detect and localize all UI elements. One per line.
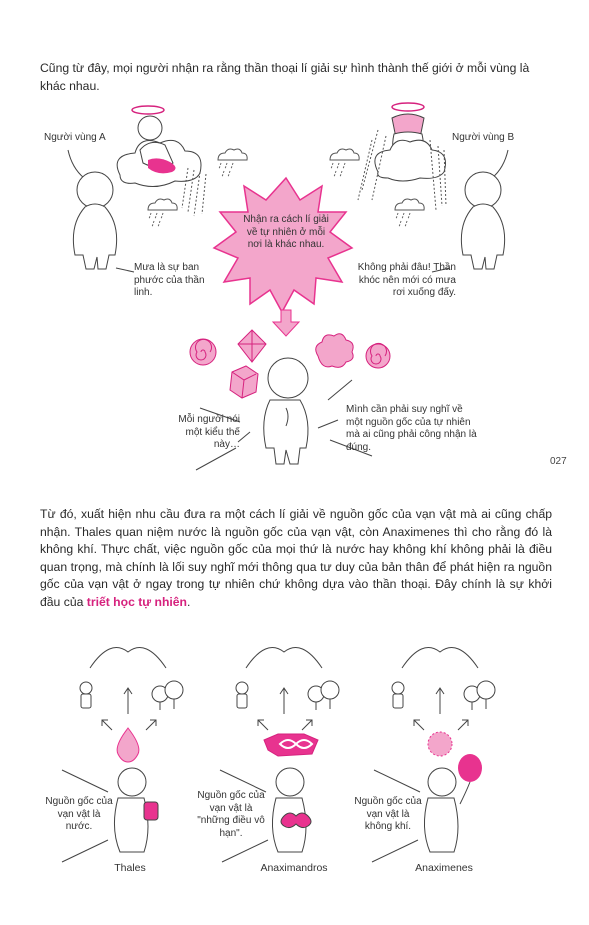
spiral-icon bbox=[366, 343, 390, 368]
crystal-icon bbox=[238, 330, 266, 362]
body-text-end: . bbox=[187, 594, 191, 609]
thought-right-pointer bbox=[318, 420, 338, 428]
cube-icon bbox=[230, 366, 258, 398]
small-person-icon bbox=[80, 682, 404, 708]
label-b-pointer bbox=[492, 150, 508, 178]
thales-figure-icon bbox=[114, 768, 158, 852]
thales-name: Thales bbox=[114, 862, 146, 874]
starburst-text: Nhận ra cách lí giải về tự nhiên ở mỗi nơi là khác nhau. bbox=[243, 214, 329, 250]
anaximandros-figure-icon bbox=[272, 768, 311, 852]
left-thought: Mỗi người nói một kiểu thế này… bbox=[178, 414, 240, 450]
arrow-down-icon bbox=[273, 310, 299, 336]
god-right-icon bbox=[375, 103, 446, 181]
infinity-icon bbox=[264, 734, 318, 756]
mountain-icon bbox=[90, 648, 478, 668]
thales-quote: Nguồn gốc của vạn vật là nước. bbox=[45, 796, 113, 832]
tree-icon bbox=[152, 681, 495, 710]
person-b-icon bbox=[461, 172, 504, 269]
right-thought: Mình cần phải suy nghĩ về một nguồn gốc của tự nhiên mà ai cũng phải công nhận là đúng. bbox=[346, 404, 477, 453]
thinking-person-icon bbox=[264, 358, 308, 464]
body-text-main: Từ đó, xuất hiện nhu cầu đưa ra một cách lí giải về nguồn gốc của vạn vật mà ai cũng chấp nhận. Thales quan niệm nước là nguồn gốc của vạn vật, còn Anaximenes thì cho rằng đó là không khí. Thực chất, việc nguồn gốc của mọi thứ là nước hay không khí không phải là điều quan trọng, mà chính là lối suy nghĩ mới thông qua tư duy của bản thân để phát hiện ra nguồn gốc của vạn vật ở ngay trong tự nhiên chứ không dựa vào thần thoại. Đây chính là sự khởi đầu của bbox=[40, 507, 552, 609]
anaximandros-quote: Nguồn gốc của vạn vật là "những điều vô hạn". bbox=[197, 790, 265, 839]
balloon-icon bbox=[458, 754, 482, 804]
region-a-label: Người vùng A bbox=[44, 132, 106, 143]
anaximandros-name: Anaximandros bbox=[260, 862, 328, 874]
speech-a-pointer bbox=[116, 268, 134, 272]
region-b-speech: Không phải đâu! Thần khóc nên mới có mưa rơi xuống đấy. bbox=[357, 262, 456, 298]
region-a-speech: Mưa là sự ban phước của thần linh. bbox=[134, 262, 205, 298]
god-left-icon bbox=[117, 106, 201, 187]
anaximenes-figure-icon bbox=[424, 768, 458, 852]
body-paragraph bbox=[40, 506, 552, 611]
page-number: 027 bbox=[550, 456, 567, 467]
label-a-pointer bbox=[68, 150, 84, 178]
person-a-icon bbox=[73, 172, 116, 269]
cloud-pink-icon bbox=[316, 334, 353, 368]
natural-philosophy-term: triết học tự nhiên bbox=[86, 594, 187, 609]
spiral-icon bbox=[190, 339, 216, 365]
region-b-label: Người vùng B bbox=[452, 132, 515, 143]
anaximenes-name: Anaximenes bbox=[415, 862, 473, 874]
intro-paragraph: Cũng từ đây, mọi người nhận ra rằng thần thoại lí giải sự hình thành thế giới ở mỗi vùng là khác nhau. bbox=[40, 61, 530, 93]
anaximenes-quote: Nguồn gốc của vạn vật là không khí. bbox=[354, 796, 422, 832]
water-drop-icon bbox=[117, 728, 139, 762]
air-cloud-icon bbox=[428, 732, 452, 756]
